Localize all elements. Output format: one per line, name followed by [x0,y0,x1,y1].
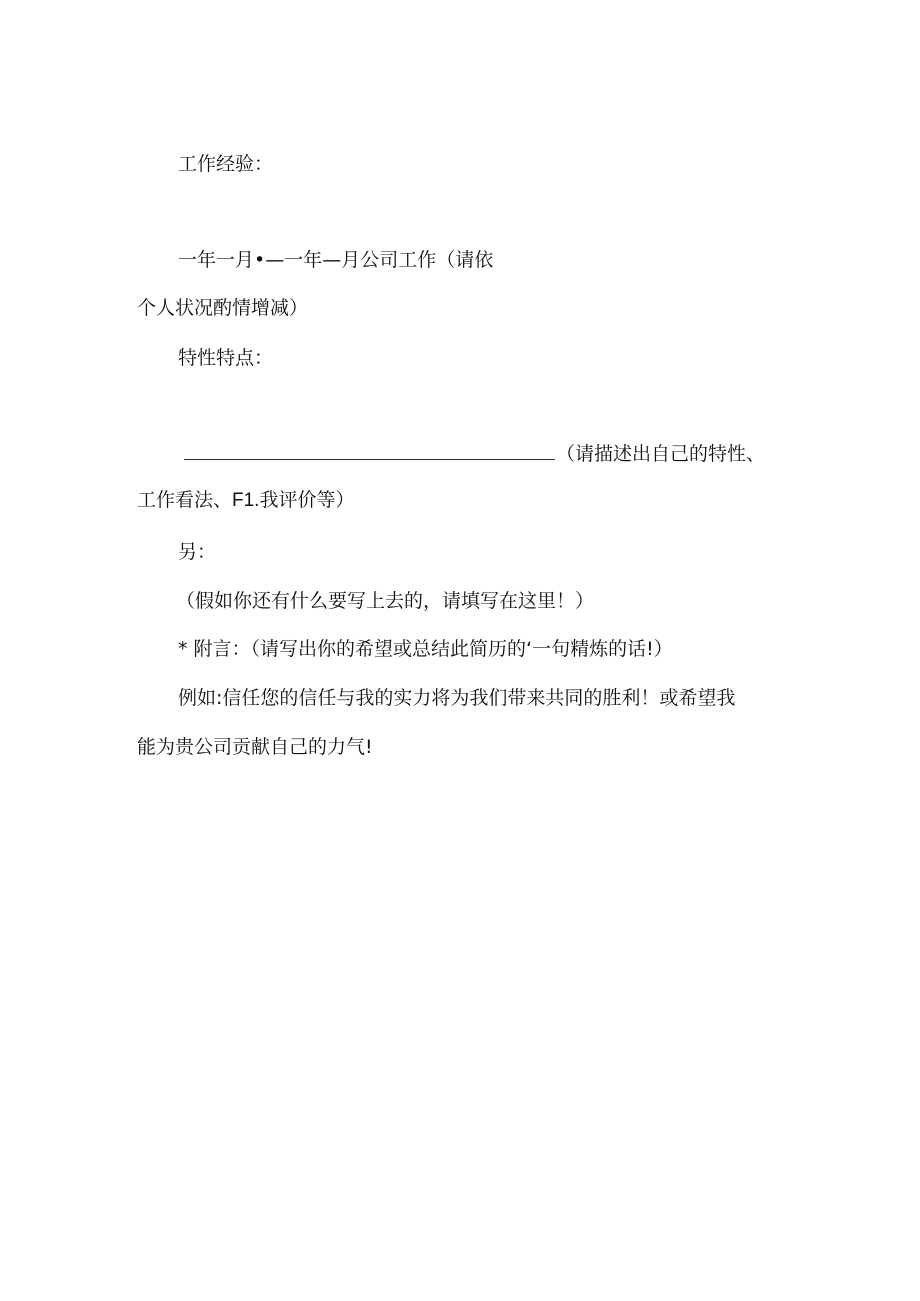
work-experience-heading: 工作经验： [178,153,274,175]
work-experience-entry-line-1: 一年一月•—一年—月公司工作（请依 [178,249,494,271]
characteristics-prompt-line-1: （请描述出自己的特性、 [556,443,766,465]
other-note: （假如你还有什么要写上去的，请填写在这里！） [176,590,595,612]
fill-in-blank-line [184,459,555,460]
postscript-example-line-2: 能为贵公司贡献自己的力气! [137,736,373,758]
characteristics-prompt-line-2: 工作看法、F1.我评价等） [137,490,355,511]
work-experience-entry-line-2: 个人状况酌情增减） [137,297,309,319]
characteristics-heading: 特性特点： [178,347,274,369]
postscript-example-line-1: 例如:信任您的信任与我的实力将为我们带来共同的胜利！或希望我 [178,687,736,709]
postscript-line: * 附言：（请写出你的希望或总结此简历的‘一句精炼的话!） [178,638,673,660]
other-heading: 另： [178,541,217,563]
